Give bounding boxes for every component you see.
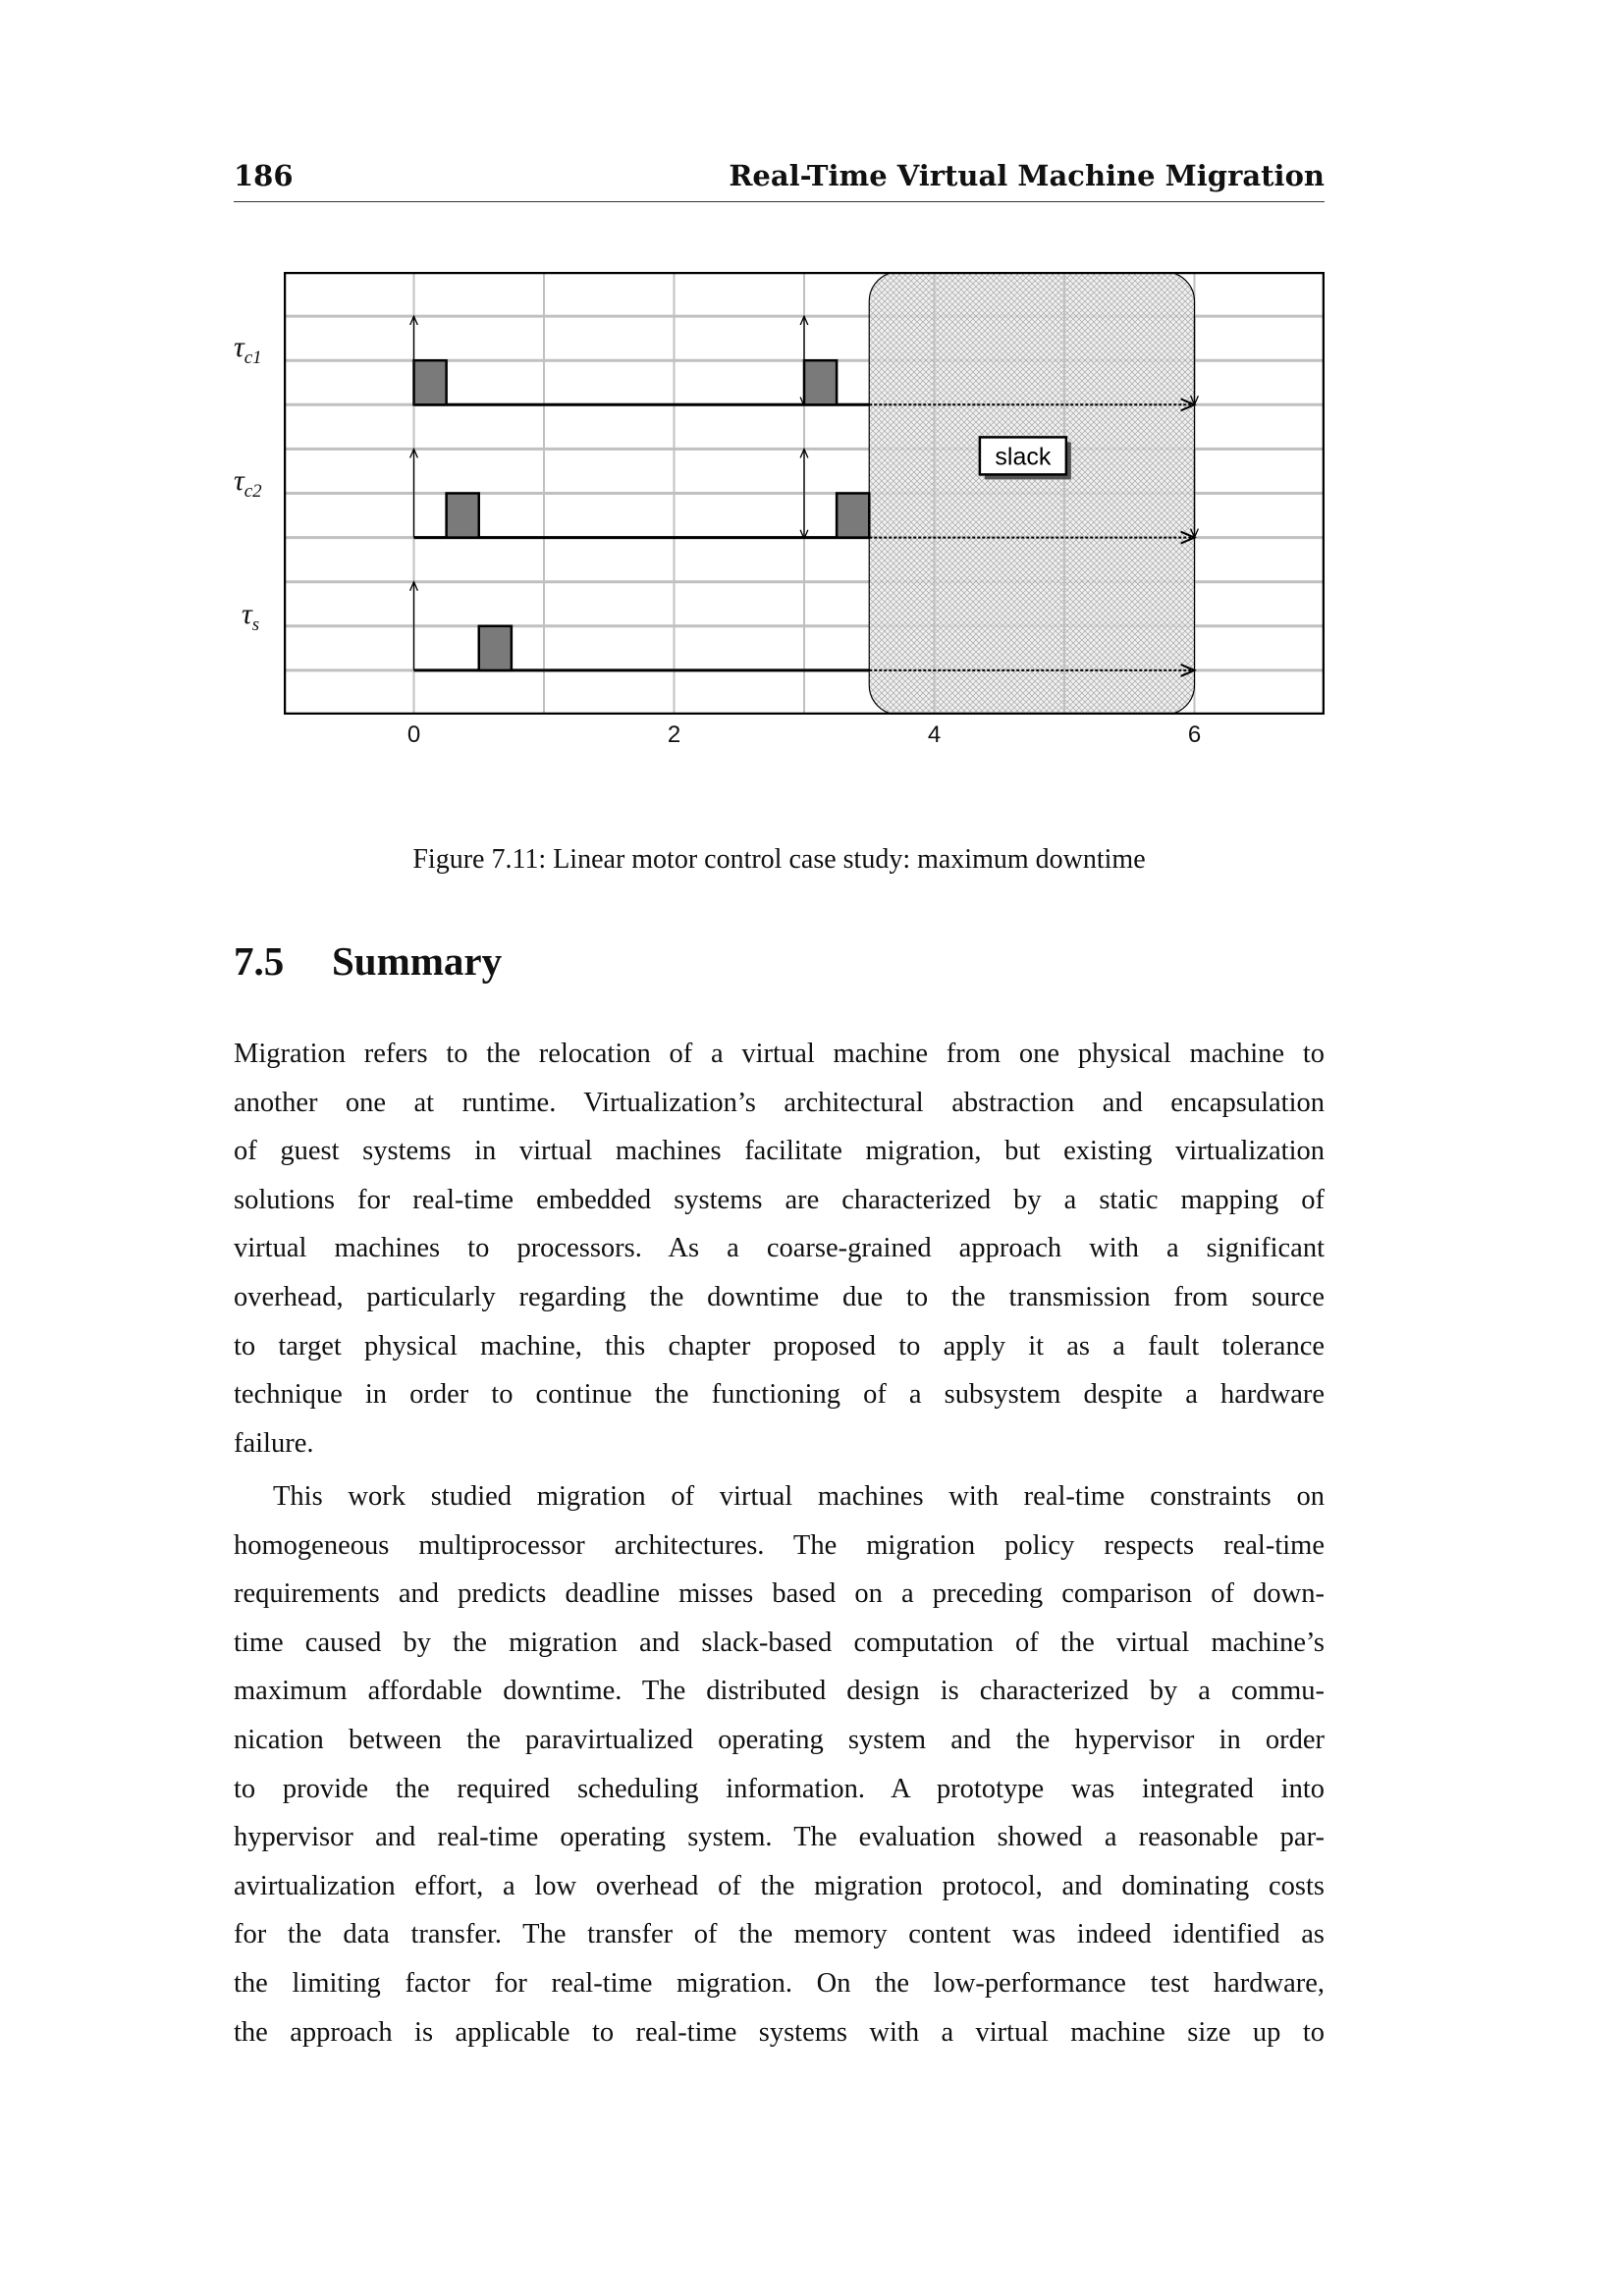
slack-region <box>869 272 1194 715</box>
text-line: This work studied migration of virtual machines with real-time constraints on <box>273 1481 1325 1512</box>
schedule-chart <box>284 272 1325 715</box>
text-line: another one at runtime. Virtualization’s architectural abstraction and encapsulation <box>234 1087 1325 1118</box>
section-title: Summary <box>332 938 503 984</box>
running-title: Real-Time Virtual Machine Migration <box>729 159 1325 192</box>
text-line: requirements and predicts deadline misses based on a preceding comparison of down- <box>234 1578 1325 1610</box>
page-number: 186 <box>234 159 294 192</box>
text-line: of guest systems in virtual machines facilitate migration, but existing virtualization <box>234 1136 1325 1167</box>
figure-caption: Figure 7.11: Linear motor control case study: maximum downtime <box>412 844 1146 875</box>
text-line: hypervisor and real-time operating system. The evaluation showed a reasonable par- <box>234 1822 1325 1853</box>
text-line: maximum affordable downtime. The distributed design is characterized by a commu- <box>234 1676 1325 1707</box>
section-number: 7.5 <box>234 938 285 984</box>
y-label-tau-c2: $\tau_{c2}$ <box>234 464 262 502</box>
running-header <box>234 159 1325 192</box>
text-line: for the data transfer. The transfer of the memory content was indeed identified as <box>234 1919 1325 1950</box>
paragraph <box>234 1472 1325 2056</box>
x-tick-label: 0 <box>406 721 421 748</box>
text-line: to target physical machine, this chapter proposed to apply it as a fault tolerance <box>234 1330 1325 1362</box>
text-line: solutions for real-time embedded systems are characterized by a static mapping of <box>234 1184 1325 1215</box>
text-line: time caused by the migration and slack-based computation of the virtual machine’s <box>234 1627 1325 1658</box>
text-line: to provide the required scheduling information. A prototype was integrated into <box>234 1773 1325 1804</box>
y-label-tau-c1: $\tau_{c1}$ <box>234 331 262 368</box>
text-line: Migration refers to the relocation of a virtual machine from one physical machine to <box>234 1039 1325 1069</box>
job-bar <box>447 494 479 538</box>
text-line: the limiting factor for real-time migration. On the low-performance test hardware, <box>234 1967 1325 1999</box>
text-line: the approach is applicable to real-time systems with a virtual machine size up to <box>234 2016 1325 2048</box>
job-bar <box>804 360 837 404</box>
job-bar <box>414 360 447 404</box>
job-bar <box>479 626 512 670</box>
text-line: overhead, particularly regarding the downtime due to the transmission from source <box>234 1281 1325 1312</box>
x-tick-label: 6 <box>1187 721 1202 748</box>
slack-label: slack <box>995 443 1052 471</box>
text-line: nication between the paravirtualized operating system and the hypervisor in order <box>234 1724 1325 1755</box>
text-line: virtual machines to processors. As a coarse-grained approach with a significant <box>234 1233 1325 1264</box>
header-rule <box>234 201 1325 202</box>
x-tick-label: 4 <box>927 721 942 748</box>
section-heading <box>234 937 502 985</box>
job-bar <box>837 494 869 538</box>
x-tick-label: 2 <box>667 721 681 748</box>
text-line: homogeneous multiprocessor architectures. The migration policy respects real-time <box>234 1529 1325 1561</box>
text-line: avirtualization effort, a low overhead of the migration protocol, and dominating costs <box>234 1870 1325 1901</box>
paragraph <box>234 1030 1325 1468</box>
y-label-tau-s: $\tau_s$ <box>242 598 260 635</box>
text-line: failure. <box>234 1427 314 1459</box>
text-line: technique in order to continue the functioning of a subsystem despite a hardware <box>234 1379 1325 1411</box>
